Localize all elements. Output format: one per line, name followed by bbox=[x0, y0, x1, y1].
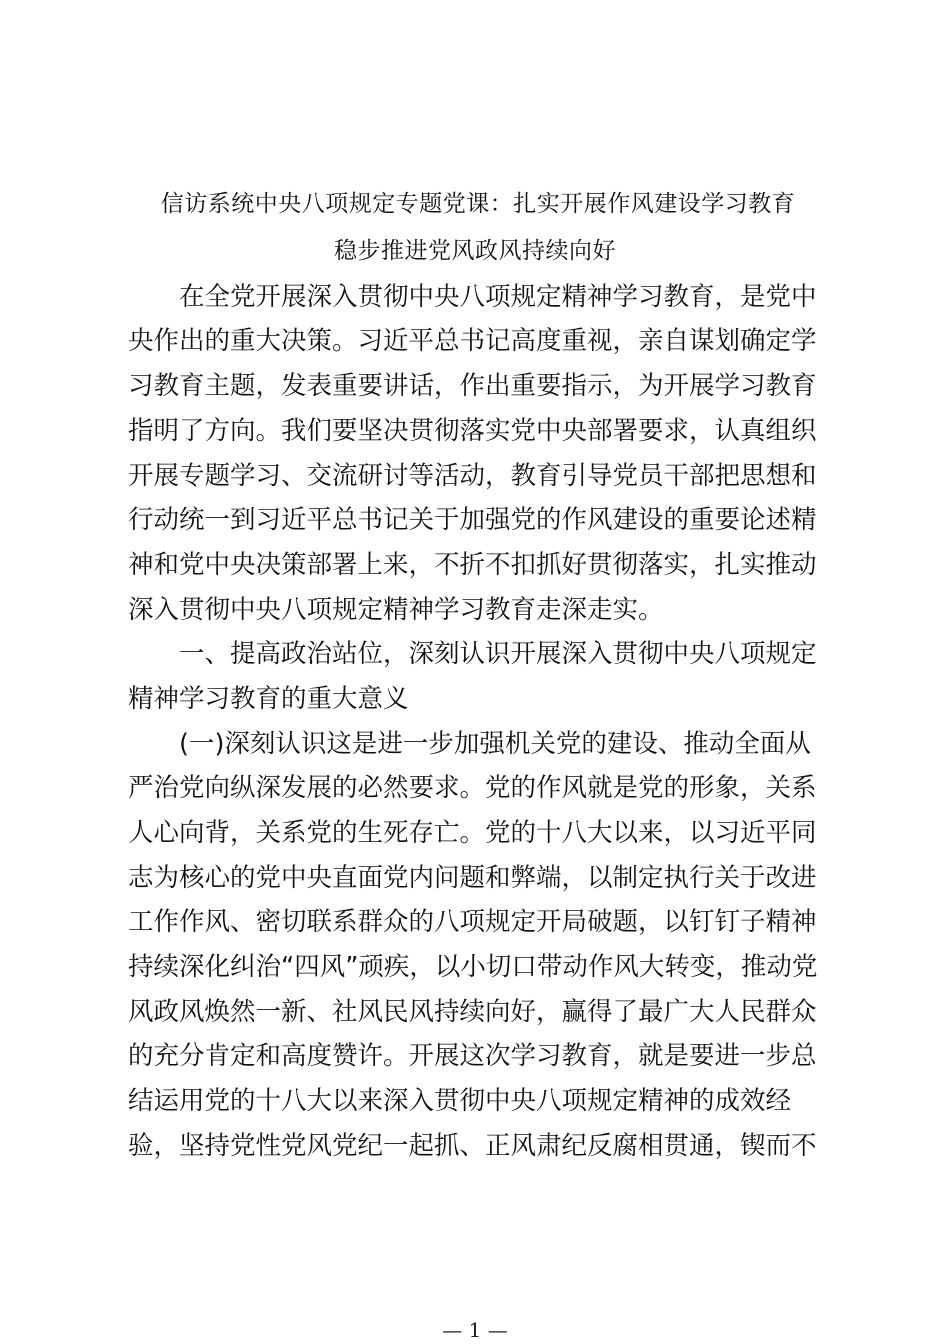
paragraph-line: 风政风焕然一新、社风民风持续向好，赢得了最广大人民群众 bbox=[128, 997, 817, 1027]
paragraph-line: 志为核心的党中央直面党内问题和弊端，以制定执行关于改进 bbox=[128, 863, 817, 893]
paragraph-line: 开展专题学习、交流研讨等活动，教育引导党员干部把思想和 bbox=[128, 461, 817, 491]
paragraph-line: 结运用党的十八大以来深入贯彻中央八项规定精神的成效经 bbox=[128, 1086, 792, 1116]
paragraph-line: (一)深刻认识这是进一步加强机关党的建设、推动全面从 bbox=[179, 729, 811, 759]
paragraph-line: 工作作风、密切联系群众的八项规定开局破题，以钉钉子精神 bbox=[128, 907, 817, 937]
paragraph-line: 深入贯彻中央八项规定精神学习教育走深走实。 bbox=[128, 595, 664, 625]
paragraph-line: 行动统一到习近平总书记关于加强党的作风建设的重要论述精 bbox=[128, 505, 817, 535]
paragraph-line: 严治党向纵深发展的必然要求。党的作风就是党的形象，关系 bbox=[128, 773, 817, 803]
section-heading-line: 一、提高政治站位，深刻认识开展深入贯彻中央八项规定 bbox=[179, 639, 817, 669]
title-line-2: 稳步推进党风政风持续向好 bbox=[334, 238, 616, 264]
title-line-1: 信访系统中央八项规定专题党课：扎实开展作风建设学习教育 bbox=[160, 191, 796, 217]
paragraph-line: 习教育主题，发表重要讲话，作出重要指示，为开展学习教育 bbox=[128, 371, 817, 401]
paragraph-line: 指明了方向。我们要坚决贯彻落实党中央部署要求，认真组织 bbox=[128, 416, 817, 446]
paragraph-line: 神和党中央决策部署上来，不折不扣抓好贯彻落实，扎实推动 bbox=[128, 550, 817, 580]
paragraph-line: 持续深化纠治“四风”顽疾，以小切口带动作风大转变，推动党 bbox=[128, 952, 818, 982]
paragraph-line: 央作出的重大决策。习近平总书记高度重视，亲自谋划确定学 bbox=[128, 326, 817, 356]
section-heading-line: 精神学习教育的重大意义 bbox=[128, 684, 409, 714]
page-number: — 1 — bbox=[442, 1318, 508, 1342]
paragraph-line: 的充分肯定和高度赞许。开展这次学习教育，就是要进一步总 bbox=[128, 1041, 817, 1071]
paragraph-line: 验，坚持党性党风党纪一起抓、正风肃纪反腐相贯通，锲而不 bbox=[128, 1131, 817, 1161]
paragraph-line: 在全党开展深入贯彻中央八项规定精神学习教育，是党中 bbox=[179, 282, 817, 312]
paragraph-line: 人心向背，关系党的生死存亡。党的十八大以来，以习近平同 bbox=[128, 818, 817, 848]
